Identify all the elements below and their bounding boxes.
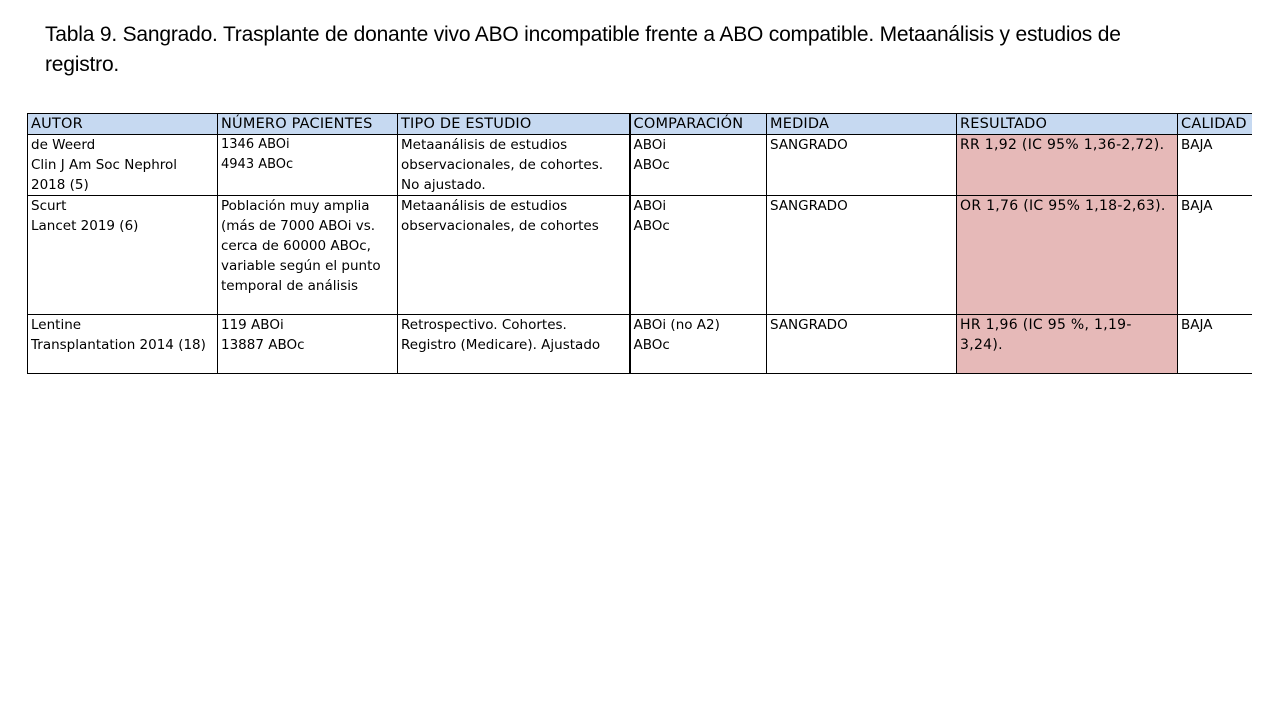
pacientes-line: 119 ABOi [221,317,284,333]
cell-calidad: BAJA [1178,315,1253,374]
cell-comparacion [630,196,767,315]
cell-tipo-estudio: Metaanálisis de estudios observacionales, de cohortes [398,196,630,315]
autor-year: 2018 (5) [31,177,89,193]
cell-medida: SANGRADO [767,135,957,196]
autor-name: de Weerd [31,137,96,153]
header-numero-pacientes: NÚMERO PACIENTES [218,114,398,135]
table-row [28,315,1253,374]
cell-calidad: BAJA [1178,135,1253,196]
cell-resultado: OR 1,76 (IC 95% 1,18-2,63). [957,196,1178,315]
cell-autor [28,196,218,315]
comparacion-line: ABOi (no A2) [633,317,720,333]
header-tipo-estudio: TIPO DE ESTUDIO [398,114,630,135]
slide-title: Tabla 9. Sangrado. Trasplante de donante vivo ABO incompatible frente a ABO compatible. Metaanálisis y estudios de registro. [45,23,1121,76]
cell-resultado: RR 1,92 (IC 95% 1,36-2,72). [957,135,1178,196]
header-resultado: RESULTADO [957,114,1178,135]
pacientes-line: 1346 ABOi [221,137,290,152]
table-row [28,135,1253,196]
cell-comparacion [630,135,767,196]
header-medida: MEDIDA [767,114,957,135]
cell-pacientes [218,196,398,315]
cell-tipo-estudio: Retrospectivo. Cohortes. Registro (Medicare). Ajustado [398,315,630,374]
header-comparacion: COMPARACIÓN [630,114,767,135]
comparacion-line: ABOi [633,137,667,153]
results-table-container [27,113,1252,374]
pacientes-line: 13887 ABOc [221,337,305,353]
comparacion-line: ABOc [633,337,670,353]
cell-tipo-estudio: Metaanálisis de estudios observacionales, de cohortes. No ajustado. [398,135,630,196]
cell-resultado: HR 1,96 (IC 95 %, 1,19-3,24). [957,315,1178,374]
cell-calidad: BAJA [1178,196,1253,315]
table-header-row [28,114,1253,135]
pacientes-line: Población muy amplia (más de 7000 ABOi vs. cerca de 60000 ABOc, variable según el punto temporal de análisis [221,198,381,294]
autor-name: Scurt [31,198,67,214]
header-autor: AUTOR [28,114,218,135]
cell-autor [28,315,218,374]
comparacion-line: ABOc [633,218,670,234]
autor-journal: Transplantation 2014 (18) [31,337,206,353]
header-calidad: CALIDAD [1178,114,1253,135]
cell-pacientes [218,135,398,196]
pacientes-line: 4943 ABOc [221,157,294,172]
cell-medida: SANGRADO [767,196,957,315]
cell-comparacion [630,315,767,374]
comparacion-line: ABOc [633,157,670,173]
autor-journal: Clin J Am Soc Nephrol [31,157,178,173]
cell-pacientes [218,315,398,374]
cell-autor [28,135,218,196]
autor-journal: Lancet 2019 (6) [31,218,139,234]
table-row [28,196,1253,315]
autor-name: Lentine [31,317,82,333]
cell-medida: SANGRADO [767,315,957,374]
comparacion-line: ABOi [633,198,667,214]
results-table [27,113,1252,374]
